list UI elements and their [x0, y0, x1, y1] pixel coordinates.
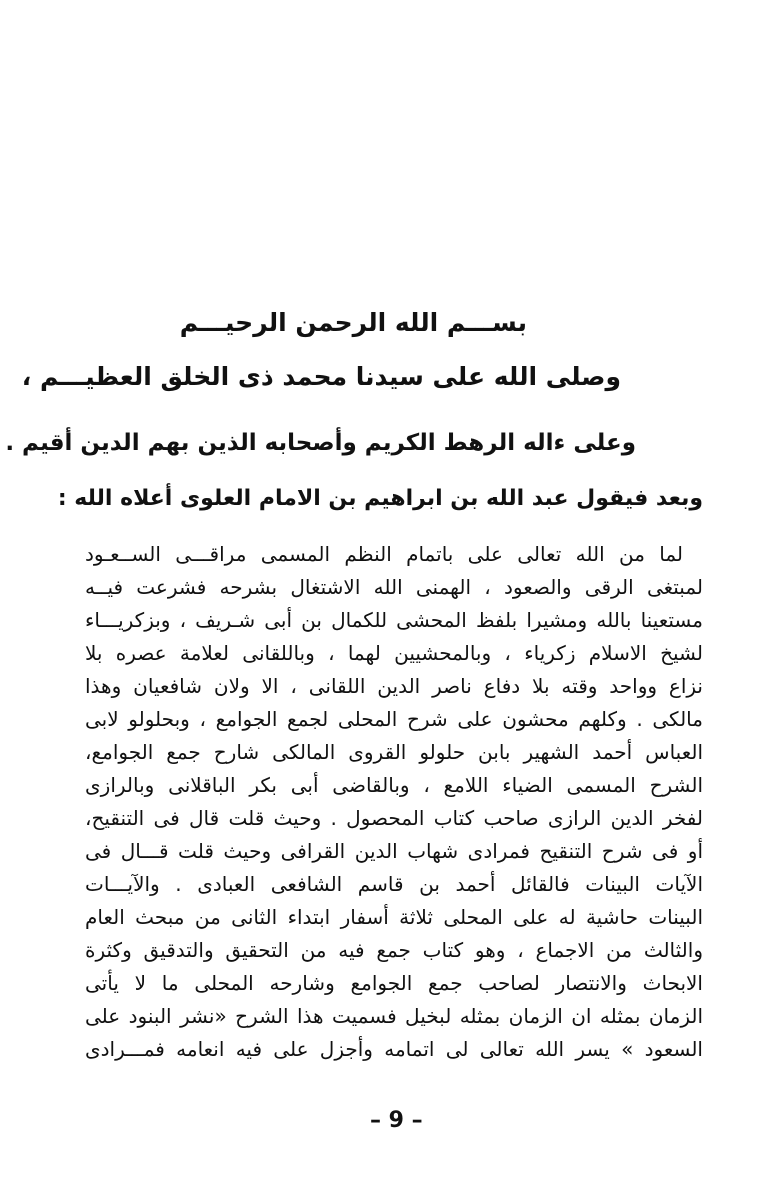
text-line: والثالث من الاجماع ، وهو كتاب جمع فيه من التحقيق والتدقيق وكثرة — [85, 938, 703, 962]
text-line: البينات حاشية له على المحلى ثلاثة أسفار ابتداء الثانى من مبحث العام — [85, 905, 703, 929]
text-line: لشيخ الاسلام زكرياء ، وبالمحشيين لهما ، وباللقانى لعلامة عصره بلا — [85, 641, 703, 665]
text-line: لفخر الدين الرازى صاحب كتاب المحصول . وحيث قلت قال فى التنقيح، — [85, 806, 703, 830]
salat-line: وصلى الله على سيدنا محمد ذى الخلق العظيـــم ، — [21, 362, 621, 391]
text-line: أو فى شرح التنقيح فمرادى شهاب الدين القرافى وحيث قلت قـــال فى — [85, 839, 703, 863]
body-paragraph — [85, 538, 703, 1066]
text-line: السعود » يسر الله تعالى لى اتمامه وأجزل على فيه انعامه فمـــرادى — [85, 1037, 703, 1061]
text-line: العباس أحمد الشهير بابن حلولو القروى المالكى شارح جمع الجوامع، — [85, 740, 703, 764]
text-line: لما من الله تعالى على باتمام النظم المسمى مراقـــى الســعـود — [85, 542, 683, 566]
text-line: مالكى . وكلهم محشون على شرح المحلى لجمع الجوامع ، وبحلولو لابى — [85, 707, 703, 731]
text-line: الآيات البينات فالقائل أحمد بن قاسم الشافعى العبادى . والآيـــات — [85, 872, 703, 896]
page-number: – 9 – — [370, 1108, 423, 1133]
text-line: الابحاث والانتصار لصاحب جمع الجوامع وشارحه المحلى ما لا يأتى — [85, 971, 703, 995]
text-line: الزمان بمثله ان الزمان بمثله لبخيل فسميت هذا الشرح «نشر البنود على — [85, 1004, 703, 1028]
author-line: وبعد فيقول عبد الله بن ابراهيم بن الامام العلوى أعلاه الله : — [57, 486, 703, 511]
text-line: مستعينا بالله ومشيرا بلفظ المحشى للكمال بن أبى شـريف ، وبزكريـــاء — [85, 608, 703, 632]
family-line: وعلى ءاله الرهط الكريم وأصحابه الذين بهم الدين أقيم . — [5, 430, 636, 456]
basmala-heading: بســـم الله الرحمن الرحيـــم — [179, 308, 527, 337]
text-line: الشرح المسمى الضياء اللامع ، وبالقاضى أبى بكر الباقلانى وبالرازى — [85, 773, 703, 797]
text-line: نزاع وواحد وقته بلا دفاع ناصر الدين اللقانى ، الا ولان شافعيان وهذا — [85, 674, 703, 698]
text-line: لمبتغى الرقى والصعود ، الهمنى الله الاشتغال بشرحه فشرعت فيــه — [85, 575, 703, 599]
